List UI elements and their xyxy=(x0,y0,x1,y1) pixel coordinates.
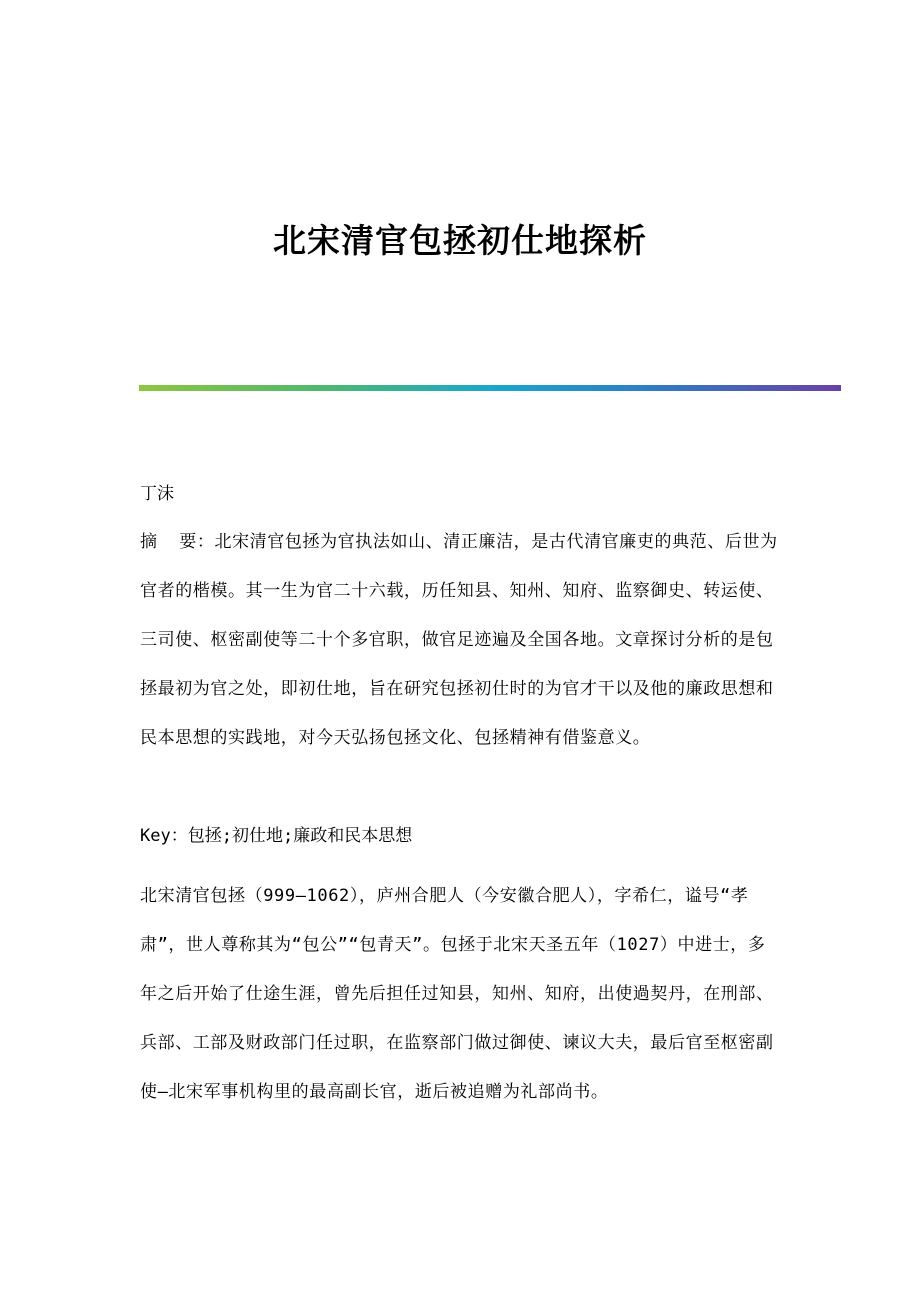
abstract-text: 北宋清官包拯为官执法如山、清正廉洁，是古代清官廉吏的典范、后世为官者的楷模。其一生为官二十六载，历任知县、知州、知府、监察御史、转运使、三司使、枢密副使等二十个多官职，做官足迹遍及全国各地。文章探讨分析的是包拯最初为官之处，即初仕地，旨在研究包拯初仕时的为官才干以及他的廉政思想和民本思想的实践地，对今天弘扬包拯文化、包拯精神有借鉴意义。 xyxy=(140,532,778,748)
title-divider xyxy=(139,385,841,391)
keywords-text: 包拯;初仕地;廉政和民本思想 xyxy=(187,826,413,846)
author-name: 丁沫 xyxy=(140,484,174,504)
page-title: 北宋清官包拯初仕地探析 xyxy=(273,221,647,260)
body-paragraph: 北宋清官包拯（999—1062），庐州合肥人（今安徽合肥人），字希仁，谥号“孝肃”，世人尊称其为“包公”“包青天”。包拯于北宋天圣五年（1027）中进士，多年之后开始了仕途生涯，曾先后担任过知县，知州、知府，出使過契丹，在刑部、兵部、工部及财政部门任过职，在监察部门做过御使、谏议大夫，最后官至枢密副使—北宋军事机构里的最高副长官，逝后被追赠为礼部尚书。 xyxy=(140,886,774,1102)
keywords-label: Key： xyxy=(140,826,188,846)
keywords-line xyxy=(140,812,780,861)
abstract-paragraph xyxy=(140,518,780,763)
abstract-label: 摘 要： xyxy=(140,532,215,552)
